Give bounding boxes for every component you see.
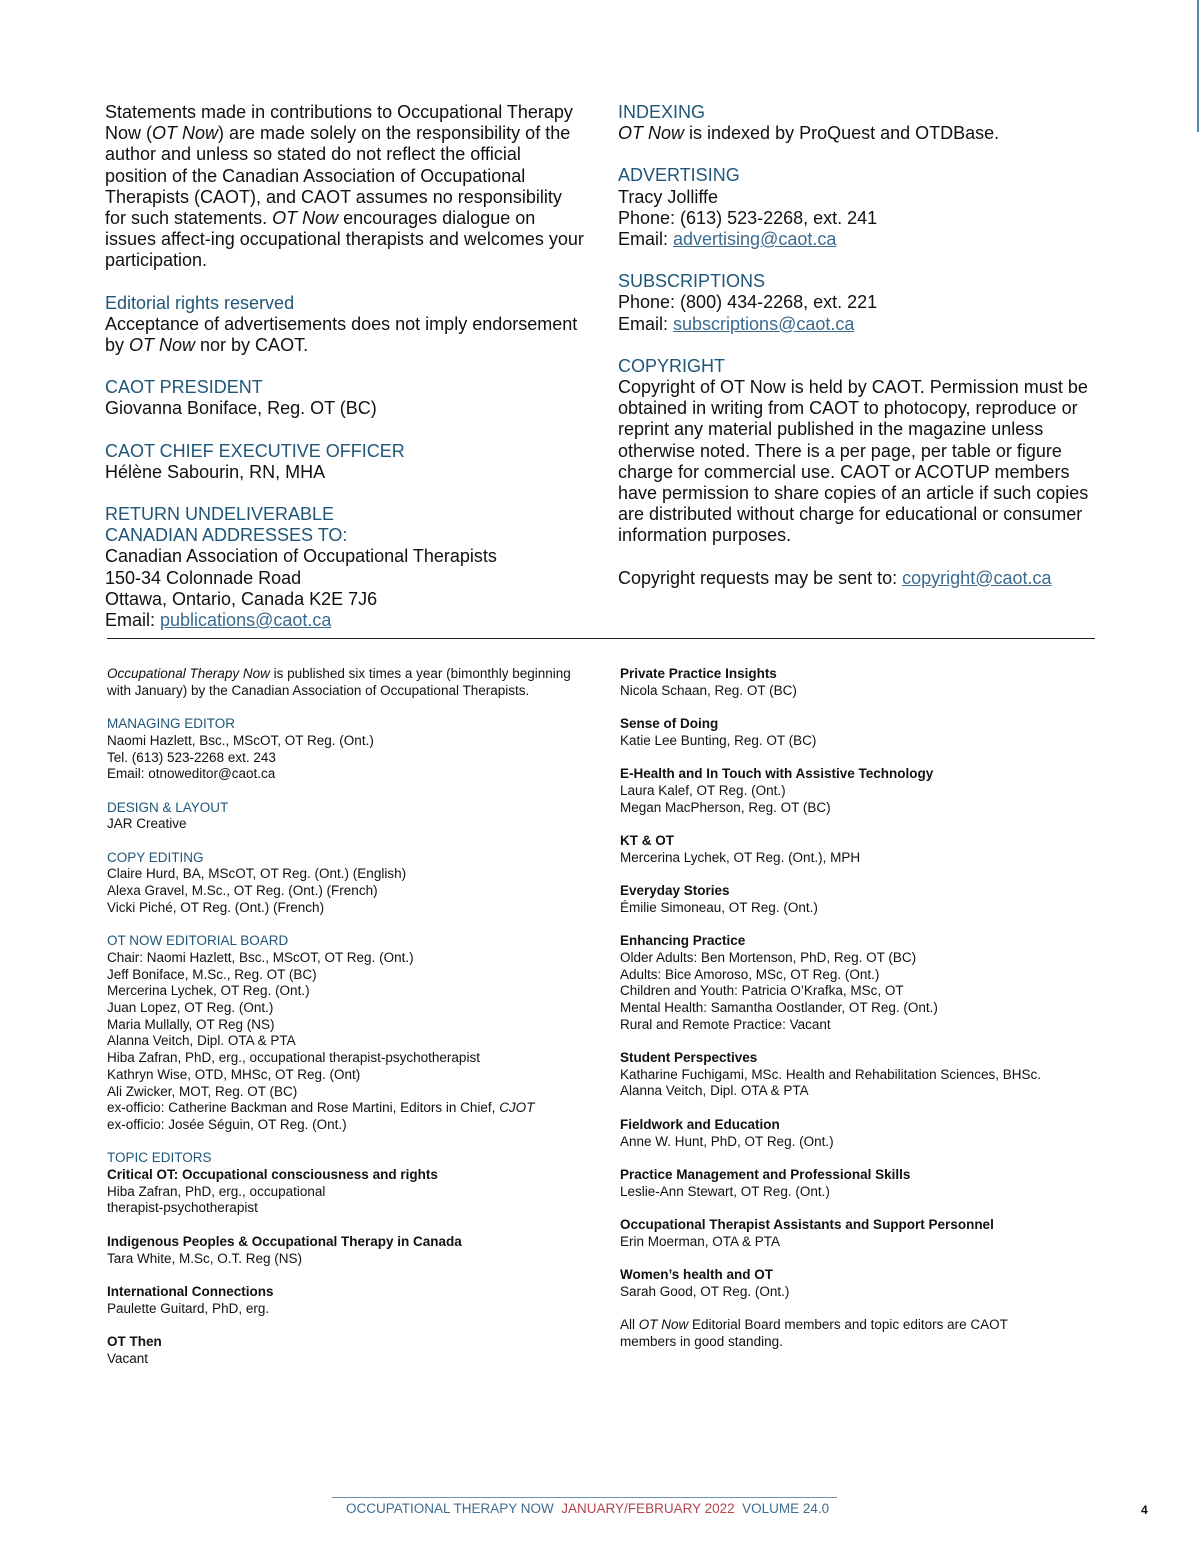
footer-rule — [332, 1497, 837, 1498]
topic-title: Indigenous Peoples & Occupational Therapy in Canada — [107, 1233, 462, 1249]
topic-block — [620, 883, 1090, 916]
credit-line: Mental Health: Samantha Oostlander, OT Reg. (Ont.) — [620, 999, 938, 1015]
topic-block — [620, 1217, 1090, 1250]
credit-line: ex-officio: Catherine Backman and Rose Martini, Editors in Chief, — [107, 1100, 500, 1116]
credit-line: Children and Youth: Patricia O’Krafka, MSc, OT — [620, 983, 904, 999]
credit-line: Email: otnoweditor@caot.ca — [107, 766, 276, 782]
credit-line: Hiba Zafran, PhD, erg., occupational — [107, 1183, 326, 1199]
credit-line: Alexa Gravel, M.Sc., OT Reg. (Ont.) (French) — [107, 883, 378, 899]
section-heading: ADVERTISING — [618, 165, 740, 186]
rights-ital: OT Now — [129, 335, 196, 356]
advertising-phone: Phone: (613) 523-2268, ext. 241 — [618, 207, 878, 228]
disclaimer-ital: OT Now — [152, 123, 219, 144]
copyright-section — [618, 356, 1098, 589]
topic-block — [620, 933, 1090, 1033]
credit-line: Vicki Piché, OT Reg. (Ont.) (French) — [107, 899, 325, 915]
note-text: Editorial Board members and topic editors are CAOT members in good standing. — [620, 1317, 1008, 1349]
disclaimer-paragraph — [105, 102, 587, 272]
editorial-board-section — [107, 933, 577, 1133]
topic-block — [620, 1050, 1090, 1100]
page-number: 4 — [1141, 1503, 1148, 1517]
credit-line: Alanna Veitch, Dipl. OTA & PTA — [107, 1033, 296, 1049]
section-divider — [107, 638, 1095, 639]
credit-line: Vacant — [107, 1350, 149, 1366]
publication-title: Occupational Therapy Now — [107, 666, 270, 681]
email-label: Email: — [618, 313, 674, 334]
section-heading: MANAGING EDITOR — [107, 716, 236, 732]
topic-title: Occupational Therapist Assistants and Support Personnel — [620, 1217, 994, 1233]
credit-line: Naomi Hazlett, Bsc., MScOT, OT Reg. (Ont.) — [107, 732, 374, 748]
section-heading: COPY EDITING — [107, 849, 204, 865]
credit-line: Katharine Fuchigami, MSc. Health and Rehabilitation Sciences, BHSc. — [620, 1066, 1041, 1082]
credit-line: Leslie-Ann Stewart, OT Reg. (Ont.) — [620, 1183, 830, 1199]
section-heading: CANADIAN ADDRESSES TO: — [105, 525, 348, 546]
topic-block — [620, 1117, 1090, 1150]
topic-block — [620, 1167, 1090, 1200]
credit-line: Paulette Guitard, PhD, erg. — [107, 1300, 270, 1316]
section-heading: SUBSCRIPTIONS — [618, 271, 766, 292]
credit-line: Chair: Naomi Hazlett, Bsc., MScOT, OT Reg. (Ont.) — [107, 949, 414, 965]
address-line: 150-34 Colonnade Road — [105, 567, 302, 588]
page-edge-accent — [1197, 0, 1199, 132]
section-heading: INDEXING — [618, 102, 706, 122]
upper-right-column — [618, 102, 1098, 589]
membership-note — [620, 1317, 1060, 1350]
disclaimer-text: Statements made in contributions to Occupational Therapy Now ( — [105, 102, 573, 144]
editorial-rights-section — [105, 293, 587, 357]
section-heading: CAOT CHIEF EXECUTIVE OFFICER — [105, 440, 405, 461]
publication-text: is published six times a year (bimonthly beginning with January) by the Canadian Association of Occupational Therapists. — [107, 666, 571, 698]
topic-title: International Connections — [107, 1283, 274, 1299]
section-heading: COPYRIGHT — [618, 355, 726, 376]
credit-line: Claire Hurd, BA, MScOT, OT Reg. (Ont.) (English) — [107, 866, 407, 882]
footer-issue-date: JANUARY/FEBRUARY 2022 — [561, 1501, 735, 1516]
section-heading: TOPIC EDITORS — [107, 1150, 212, 1166]
indexing-section — [618, 102, 1098, 144]
topic-title: Fieldwork and Education — [620, 1116, 780, 1132]
topic-block — [107, 1167, 577, 1217]
credit-line: Laura Kalef, OT Reg. (Ont.) — [620, 782, 786, 798]
credit-line: JAR Creative — [107, 816, 187, 832]
credit-line: Nicola Schaan, Reg. OT (BC) — [620, 682, 797, 698]
advertising-email-link[interactable]: advertising@caot.ca — [673, 229, 837, 250]
topic-title: Student Perspectives — [620, 1050, 758, 1066]
ceo-name: Hélène Sabourin, RN, MHA — [105, 461, 326, 482]
topic-title: KT & OT — [620, 832, 674, 848]
topic-title: Everyday Stories — [620, 883, 730, 899]
topic-title: OT Then — [107, 1334, 162, 1349]
return-address-section — [105, 504, 587, 631]
credit-line: Jeff Boniface, M.Sc., Reg. OT (BC) — [107, 966, 317, 982]
credit-line: Adults: Bice Amoroso, MSc, OT Reg. (Ont.) — [620, 966, 880, 982]
section-heading: OT NOW EDITORIAL BOARD — [107, 933, 289, 949]
disclaimer-ital: OT Now — [272, 208, 339, 229]
credit-line: Mercerina Lychek, OT Reg. (Ont.) — [107, 983, 310, 999]
topic-title: Enhancing Practice — [620, 933, 746, 949]
credit-line: therapist-psychotherapist — [107, 1200, 258, 1216]
footer-volume: VOLUME 24.0 — [742, 1501, 830, 1516]
subscriptions-section — [618, 271, 1098, 335]
copyright-text: Copyright of OT Now is held by CAOT. Permission must be obtained in writing from CAOT to photocopy, reproduce or reprint any material published in the magazine unless otherwise noted. There is a per page, per table or figure charge for commercial use. CAOT or ACOTUP members have permission to share copies of an article if such copies are distributed without charge for educational or consumer information purposes. — [618, 377, 1089, 546]
indexing-text: is indexed by ProQuest and OTDBase. — [684, 123, 1000, 144]
lower-right-column — [620, 666, 1090, 1351]
topic-block — [620, 1267, 1090, 1300]
topic-block — [107, 1334, 577, 1367]
note-ital: OT Now — [638, 1317, 689, 1333]
credit-line: Alanna Veitch, Dipl. OTA & PTA — [620, 1083, 809, 1099]
credit-line: Émilie Simoneau, OT Reg. (Ont.) — [620, 899, 818, 915]
footer-magazine-title: OCCUPATIONAL THERAPY NOW — [346, 1501, 554, 1516]
credit-line: Katie Lee Bunting, Reg. OT (BC) — [620, 732, 817, 748]
credit-line: Older Adults: Ben Mortenson, PhD, Reg. OT (BC) — [620, 949, 917, 965]
topic-editors-section — [107, 1150, 577, 1367]
credit-line: Tara White, M.Sc, O.T. Reg (NS) — [107, 1250, 303, 1266]
topic-block — [107, 1284, 577, 1317]
topic-block — [620, 766, 1090, 816]
topic-title: Critical OT: Occupational consciousness and rights — [107, 1167, 438, 1183]
publication-statement — [107, 666, 577, 699]
subscriptions-phone: Phone: (800) 434-2268, ext. 221 — [618, 292, 878, 313]
indexing-ital: OT Now — [618, 123, 685, 144]
topic-block — [620, 833, 1090, 866]
credit-line: Megan MacPherson, Reg. OT (BC) — [620, 799, 831, 815]
subscriptions-email-link[interactable]: subscriptions@caot.ca — [673, 313, 855, 334]
topic-title: Sense of Doing — [620, 716, 719, 732]
address-line: Canadian Association of Occupational Therapists — [105, 546, 497, 567]
credit-line: Ali Zwicker, MOT, Reg. OT (BC) — [107, 1083, 298, 1099]
section-heading: CAOT PRESIDENT — [105, 377, 263, 398]
topic-title: E-Health and In Touch with Assistive Technology — [620, 766, 934, 782]
credit-line: Mercerina Lychek, OT Reg. (Ont.), MPH — [620, 849, 861, 865]
lower-left-column — [107, 666, 577, 1367]
credit-line: Anne W. Hunt, PhD, OT Reg. (Ont.) — [620, 1133, 834, 1149]
rights-text: Acceptance of advertisements does not imply endorsement by — [105, 313, 578, 356]
section-heading: DESIGN & LAYOUT — [107, 799, 229, 815]
address-line: Ottawa, Ontario, Canada K2E 7J6 — [105, 588, 378, 609]
email-label: Email: — [105, 610, 161, 631]
credit-line: Erin Moerman, OTA & PTA — [620, 1233, 781, 1249]
disclaimer-text: ) are made solely on the responsibility of the author and unless so stated do not reflect the official position of the Canadian Association of Occupational Therapists (CAOT), and CAOT assumes no responsibility for such statements. — [105, 123, 571, 229]
upper-left-column — [105, 102, 587, 631]
credit-line: Juan Lopez, OT Reg. (Ont.) — [107, 1000, 274, 1015]
journal-ital: CJOT — [499, 1100, 535, 1116]
rights-text: nor by CAOT. — [195, 335, 309, 356]
topic-title: Practice Management and Professional Skills — [620, 1166, 911, 1182]
copy-editing-section — [107, 850, 577, 917]
topic-block — [620, 666, 1090, 699]
credit-line: Maria Mullally, OT Reg (NS) — [107, 1016, 275, 1032]
credit-line: Sarah Good, OT Reg. (Ont.) — [620, 1283, 790, 1299]
disclaimer-text: encourages dialogue on issues affect-ing occupational therapists and welcomes your participation. — [105, 208, 584, 271]
managing-editor-section — [107, 716, 577, 783]
president-name: Giovanna Boniface, Reg. OT (BC) — [105, 398, 377, 419]
design-layout-section — [107, 800, 577, 833]
credit-line: Rural and Remote Practice: Vacant — [620, 1016, 831, 1032]
ceo-section — [105, 441, 587, 483]
note-text: All — [620, 1317, 639, 1333]
president-section — [105, 377, 587, 419]
email-label: Email: — [618, 229, 674, 250]
publications-email-link[interactable]: publications@caot.ca — [160, 610, 332, 631]
copyright-requests-label: Copyright requests may be sent to: — [618, 567, 903, 588]
topic-block — [620, 716, 1090, 749]
credit-line: Hiba Zafran, PhD, erg., occupational therapist-psychotherapist — [107, 1050, 480, 1066]
running-footer — [346, 1501, 829, 1516]
advertising-contact: Tracy Jolliffe — [618, 186, 719, 207]
credit-line: Kathryn Wise, OTD, MHSc, OT Reg. (Ont) — [107, 1066, 361, 1082]
topic-block — [107, 1234, 577, 1267]
credit-line: ex-officio: Josée Séguin, OT Reg. (Ont.) — [107, 1116, 347, 1132]
copyright-email-link[interactable]: copyright@caot.ca — [902, 567, 1052, 588]
advertising-section — [618, 165, 1098, 250]
topic-title: Women’s health and OT — [620, 1267, 774, 1283]
section-heading: Editorial rights reserved — [105, 292, 295, 313]
credit-line: Tel. (613) 523-2268 ext. 243 — [107, 749, 276, 765]
section-heading: RETURN UNDELIVERABLE — [105, 504, 335, 525]
topic-title: Private Practice Insights — [620, 666, 777, 681]
